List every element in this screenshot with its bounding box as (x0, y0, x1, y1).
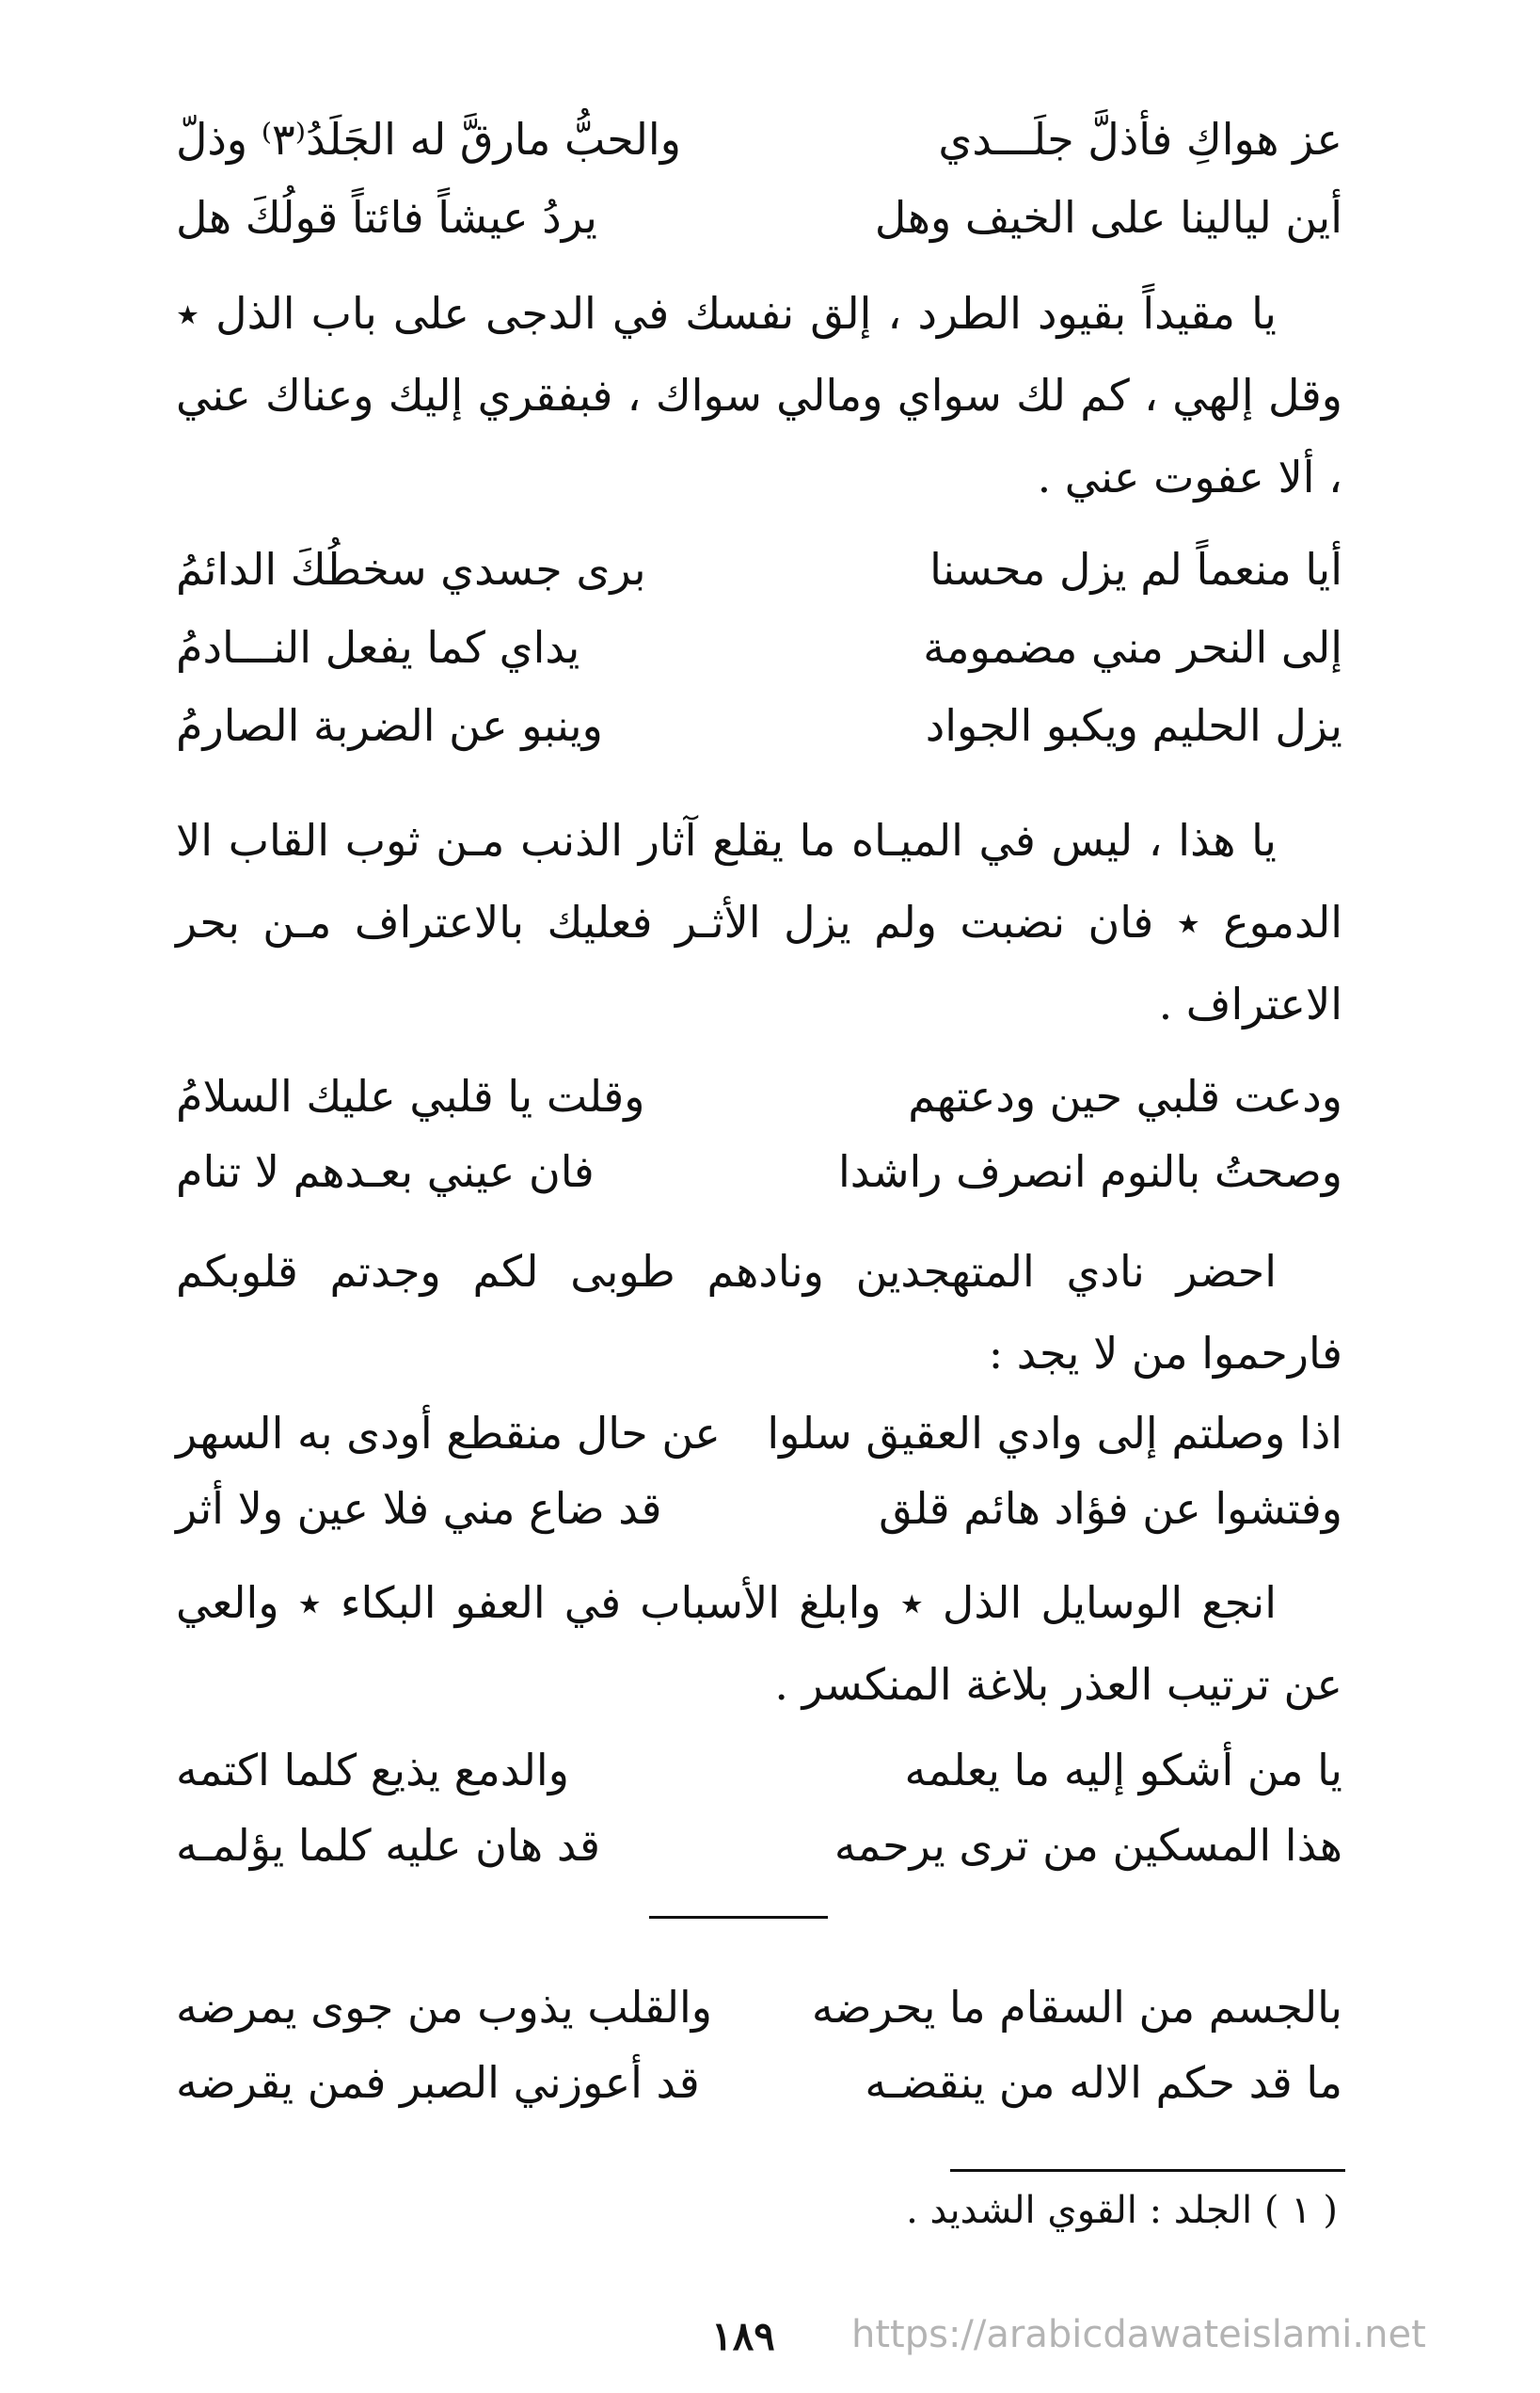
verse-first-hemistich: عز هواكِ فأذلَّ جلَـــدي (938, 114, 1342, 165)
prose-paragraph: احضر نادي المتهجدين ونادهم طوبى لكم وجدتم قلوبكم فارحموا من لا يجد : (176, 1246, 1342, 1379)
footnote: ( ١ ) الجلد : القوي الشديد . (906, 2189, 1338, 2232)
section-divider (649, 1916, 828, 1919)
verse-first-hemistich: بالجسم من السقام ما يحرضه (811, 1982, 1342, 2033)
verse-second-hemistich: يداي كما يفعل النـــادمُ (176, 622, 580, 673)
verse-line (176, 1071, 1342, 1122)
verse-second-hemistich: برى جسدي سخطُكَ الدائمُ (176, 544, 646, 595)
verse-line (176, 192, 1342, 243)
verse-first-hemistich: إلى النحر مني مضمومة (923, 622, 1342, 673)
verse-first-hemistich: ودعت قلبي حين ودعتهم (908, 1071, 1342, 1122)
verse-first-hemistich: وفتشوا عن فؤاد هائم قلق (879, 1483, 1342, 1534)
verse-second-hemistich: وقلت يا قلبي عليك السلامُ (176, 1071, 645, 1122)
verse-line (176, 1146, 1342, 1197)
verse-second-hemistich: يردُ عيشاً فائتاً قولُكَ هل (176, 192, 597, 243)
verse-first-hemistich: ما قد حكم الاله من ينقضـه (865, 2057, 1342, 2108)
verse-line (176, 1745, 1342, 1795)
verse-first-hemistich: يا من أشكو إليه ما يعلمه (904, 1745, 1342, 1795)
verse-first-hemistich: أين ليالينا على الخيف وهل (874, 192, 1342, 243)
verse-second-hemistich: والقلب يذوب من جوى يمرضه (176, 1982, 712, 2033)
verse-second-hemistich: قد هان عليه كلما يؤلمـه (176, 1820, 600, 1871)
verse-second-hemistich: قد أعوزني الصبر فمن يقرضه (176, 2057, 700, 2108)
verse-second-hemistich: والدمع يذيع كلما اكتمه (176, 1745, 569, 1795)
verse-line (176, 544, 1342, 595)
prose-paragraph: يا مقيداً بقيود الطرد ، إلق نفسك في الدجى على باب الذل ٭ وقل إلهي ، كم لك سواي ومالي سواك ، فبفقري إليك وعناك عني ، ألا عفوت عني . (176, 288, 1342, 503)
verse-line (176, 700, 1342, 751)
verse-second-hemistich: والحبُّ مارقَّ له الجَلَدُ⁽٣⁾ وذلّ (176, 114, 681, 165)
watermark-url: https://arabicdawateislami.net (851, 2313, 1426, 2356)
verse-second-hemistich: وينبو عن الضربة الصارمُ (176, 700, 603, 751)
verse-line (176, 1820, 1342, 1871)
verse-first-hemistich: وصحتُ بالنوم انصرف راشدا (838, 1146, 1342, 1197)
verse-line (176, 622, 1342, 673)
page-number: ١٨٩ (711, 2313, 775, 2359)
verse-second-hemistich: قد ضاع مني فلا عين ولا أثر (176, 1483, 662, 1534)
prose-paragraph: انجع الوسايل الذل ٭ وابلغ الأسباب في العفو البكاء ٭ والعي عن ترتيب العذر بلاغة المنكسر . (176, 1577, 1342, 1710)
verse-second-hemistich: فان عيني بعـدهم لا تنام (176, 1146, 595, 1197)
verse-line (176, 1483, 1342, 1534)
footnote-separator (950, 2169, 1345, 2172)
verse-line (176, 2057, 1342, 2108)
verse-line (176, 1408, 1342, 1459)
verse-line (176, 114, 1342, 165)
verse-second-hemistich: عن حال منقطع أودى به السهر (176, 1408, 721, 1459)
verse-first-hemistich: هذا المسكين من ترى يرحمه (834, 1820, 1342, 1871)
prose-paragraph: يا هذا ، ليس في الميـاه ما يقلع آثار الذنب مـن ثوب القاب الا الدموع ٭ فان نضبت ولم يزل الأثـر فعليك بالاعتراف مـن بحر الاعتراف . (176, 815, 1342, 1029)
verse-first-hemistich: أيا منعماً لم يزل محسنا (929, 544, 1342, 595)
verse-first-hemistich: اذا وصلتم إلى وادي العقيق سلوا (767, 1408, 1342, 1459)
verse-line (176, 1982, 1342, 2033)
verse-first-hemistich: يزل الحليم ويكبو الجواد (925, 700, 1342, 751)
